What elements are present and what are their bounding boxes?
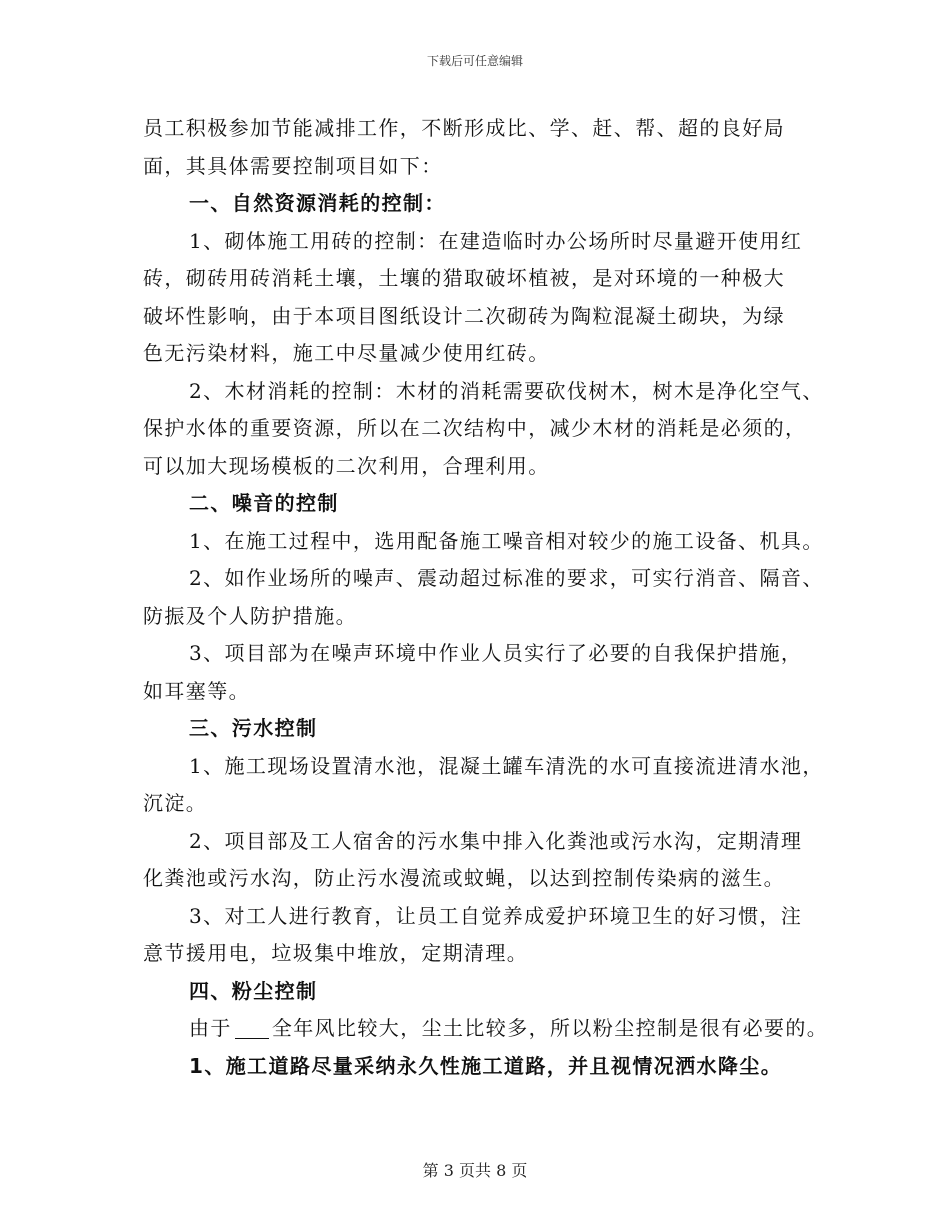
paragraph-line: 1、砌体施工用砖的控制：在建造临时办公场所时尽量避开使用红 bbox=[189, 228, 803, 253]
paragraph-line: 3、对工人进行教育，让员工自觉养成爱护环境卫生的好习惯，注 bbox=[189, 903, 803, 928]
paragraph-text: 全年风比较大，尘土比较多，所以粉尘控制是很有必要的。 bbox=[271, 1016, 829, 1040]
section-heading-wastewater: 三、污水控制 bbox=[189, 716, 318, 740]
paragraph-line: 3、项目部为在噪声环境中作业人员实行了必要的自我保护措施， bbox=[189, 641, 803, 665]
section-heading-natural-resources: 一、自然资源消耗的控制： bbox=[189, 191, 446, 215]
paragraph-line: 破坏性影响，由于本项目图纸设计二次砌砖为陶粒混凝土砌块，为绿 bbox=[143, 303, 785, 328]
paragraph-line: 意节援用电，垃圾集中堆放，定期清理。 bbox=[143, 941, 529, 965]
paragraph-text: 由于 bbox=[189, 1016, 232, 1040]
section-heading-dust: 四、粉尘控制 bbox=[189, 978, 318, 1003]
paragraph-line: 色无污染材料，施工中尽量减少使用红砖。 bbox=[143, 341, 550, 365]
paragraph-line: 可以加大现场模板的二次利用，合理利用。 bbox=[143, 453, 550, 478]
paragraph-line: 员工积极参加节能减排工作，不断形成比、学、赶、帮、超的良好局 bbox=[143, 116, 785, 140]
paragraph-line: 砖，砌砖用砖消耗土壤，土壤的猎取破坏植被，是对环境的一种极大 bbox=[143, 266, 785, 290]
page-header: 下载后可任意编辑 bbox=[426, 54, 523, 68]
paragraph-line: 1、施工现场设置清水池，混凝土罐车清洗的水可直接流进清水池， bbox=[189, 753, 824, 778]
paragraph-line: 沉淀。 bbox=[143, 791, 208, 815]
fill-in-blank bbox=[235, 1016, 269, 1039]
paragraph-line: 如耳塞等。 bbox=[143, 678, 250, 703]
paragraph-line: 2、项目部及工人宿舍的污水集中排入化粪池或污水沟，定期清理 bbox=[189, 828, 803, 853]
paragraph-line: 1、在施工过程中，选用配备施工噪音相对较少的施工设备、机具。 bbox=[189, 528, 824, 553]
paragraph-line: 2、木材消耗的控制：木材的消耗需要砍伐树木，树木是净化空气、 bbox=[189, 378, 824, 403]
paragraph-line-with-blank bbox=[143, 1010, 829, 1048]
paragraph-line-bold: 1、施工道路尽量采纳永久性施工道路，并且视情况洒水降尘。 bbox=[189, 1053, 783, 1078]
document-body bbox=[143, 110, 829, 1085]
paragraph-line: 化粪池或污水沟，防止污水漫流或蚊蝇，以达到控制传染病的滋生。 bbox=[143, 866, 785, 890]
page-footer: 第 3 页共 8 页 bbox=[422, 1161, 528, 1180]
section-heading-noise: 二、噪音的控制 bbox=[189, 491, 339, 515]
paragraph-line: 防振及个人防护措施。 bbox=[143, 603, 357, 628]
paragraph-line: 保护水体的重要资源，所以在二次结构中，减少木材的消耗是必须的， bbox=[143, 416, 807, 440]
paragraph-line: 2、如作业场所的噪声、震动超过标准的要求，可实行消音、隔音、 bbox=[189, 566, 824, 590]
paragraph-line: 面，其具体需要控制项目如下： bbox=[143, 153, 443, 178]
